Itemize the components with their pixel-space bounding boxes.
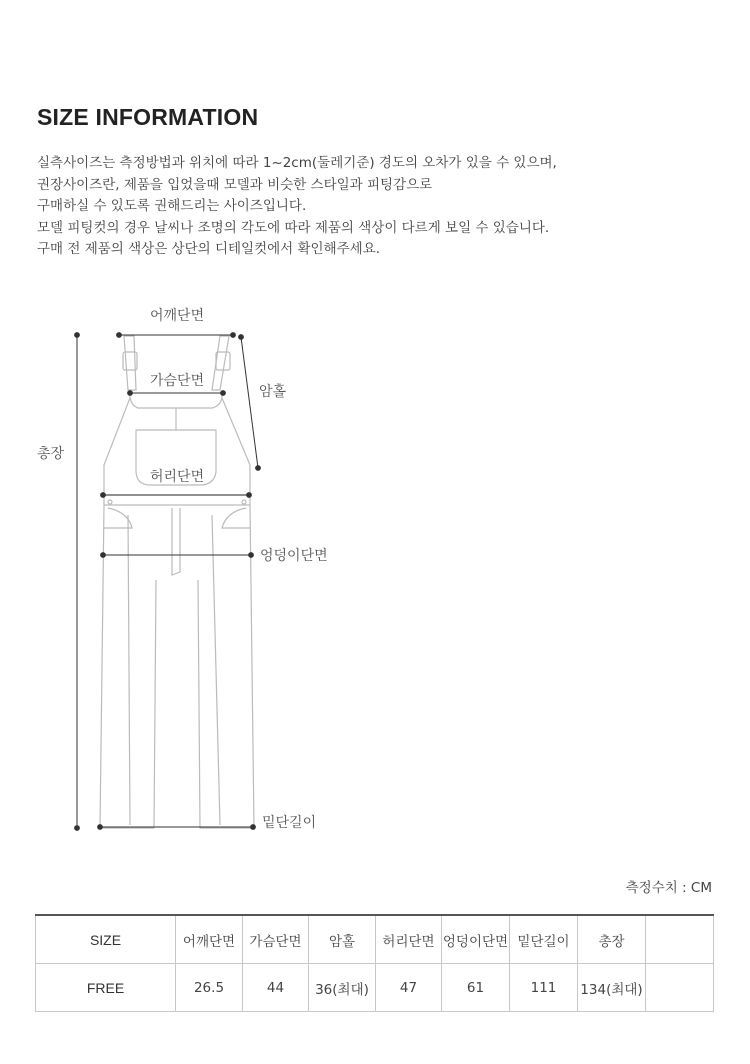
- table-cell: 36(최대): [309, 964, 376, 1012]
- size-table-header-row: [36, 915, 714, 964]
- table-header-cell: 허리단면: [376, 915, 442, 964]
- description-line: 실측사이즈는 측정방법과 위치에 따라 1~2cm(둘레기준) 경도의 오차가 있을 수 있으며,: [37, 155, 557, 171]
- waist-label: 허리단면: [150, 469, 205, 485]
- table-header-cell: 총장: [578, 915, 646, 964]
- page-title: SIZE INFORMATION: [37, 104, 259, 130]
- size-table: [35, 914, 714, 1012]
- table-header-cell: 밑단길이: [510, 915, 578, 964]
- table-cell: 26.5: [176, 964, 243, 1012]
- table-cell: FREE: [36, 964, 176, 1012]
- size-description: [37, 153, 717, 261]
- description-line: 모델 피팅컷의 경우 날씨나 조명의 각도에 따라 제품의 색상이 다르게 보일 수 있습니다.: [37, 219, 550, 236]
- table-header-cell: 가슴단면: [243, 915, 309, 964]
- chest-label: 가슴단면: [150, 373, 205, 389]
- overall-measurement-diagram: [0, 290, 750, 850]
- table-cell: 61: [442, 964, 510, 1012]
- table-header-cell: SIZE: [36, 915, 176, 964]
- table-row: [36, 964, 714, 1012]
- table-cell: [646, 964, 714, 1012]
- hip-label: 엉덩이단면: [260, 548, 328, 564]
- shoulder-label: 어깨단면: [150, 308, 205, 324]
- table-cell: 44: [243, 964, 309, 1012]
- table-header-cell: [646, 915, 714, 964]
- table-header-cell: 어깨단면: [176, 915, 243, 964]
- description-line: 구매 전 제품의 색상은 상단의 디테일컷에서 확인해주세요.: [37, 241, 381, 257]
- table-cell: 111: [510, 964, 578, 1012]
- armhole-label: 암홀: [259, 384, 287, 400]
- description-line: 구매하실 수 있도록 권해드리는 사이즈입니다.: [37, 198, 307, 214]
- table-cell: 134(최대): [578, 964, 646, 1012]
- description-line: 권장사이즈란, 제품을 입었을때 모델과 비슷한 스타일과 피팅감으로: [37, 176, 433, 193]
- overall-garment-illustration: [100, 336, 254, 828]
- table-header-cell: 암홀: [309, 915, 376, 964]
- table-cell: 47: [376, 964, 442, 1012]
- total-length-label: 총장: [37, 446, 65, 462]
- table-header-cell: 엉덩이단면: [442, 915, 510, 964]
- measurement-unit-note: 측정수치 : CM: [625, 880, 712, 896]
- hem-label: 밑단길이: [262, 815, 317, 831]
